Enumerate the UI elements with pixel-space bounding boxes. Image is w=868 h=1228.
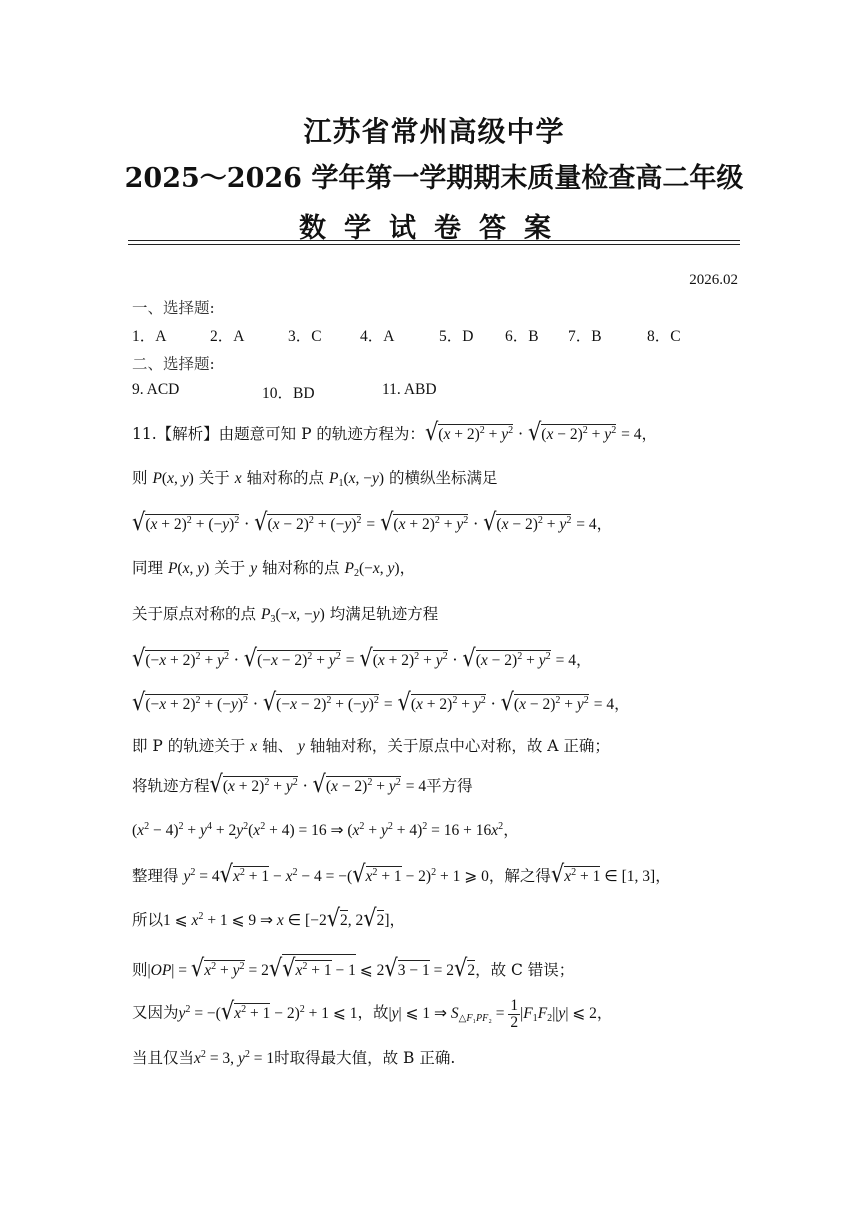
document-date: 2026.02 bbox=[689, 272, 738, 288]
section1-heading: 一、选择题: bbox=[132, 299, 215, 317]
solution-line-10: $(x^2 - 4)^2 + y^4 + 2y^2(x^2 + 4) = 16$ ⇒ $(x^2 + y^2 + 4)^2 = 16 + 16x^2$， bbox=[132, 820, 519, 839]
solution-line-6: $√(-x + 2)^2 + y^2 \cdot √(-x - 2)^2 + y^2 = √(x + 2)^2 + y^2 \cdot √(x - 2)^2 + y^2 = 4$， bbox=[132, 644, 592, 672]
solution-line-13: 则$|OP| = √x^2 + y^2 = 2√√x^2 + 1 - 1$ ⩽ 2√3 − 1 = 2√2，故 C 错误； bbox=[132, 954, 575, 982]
solution-line-7: $√(-x + 2)^2 + (-y)^2 \cdot √(-x - 2)^2 + (-y)^2 = √(x + 2)^2 + y^2 \cdot √(x - 2)^2 + y^2 = 4$， bbox=[132, 688, 630, 716]
solution-line-4: 同理 P(x, y) 关于 y 轴对称的点 $P_2(-x$, y)， bbox=[132, 559, 416, 580]
solution-line-9: 将轨迹方程$√(x + 2)^2 + y^2 \cdot √(x - 2)^2 + y^2 = 4$平方得 bbox=[132, 770, 473, 798]
answer-item: 1．A bbox=[132, 328, 167, 345]
answer-item: 7．B bbox=[568, 328, 602, 345]
solution-line-15: 当且仅当$x^2 = 3$, $y^2 = 1$时取得最大值，故 B 正确. bbox=[132, 1048, 456, 1067]
answer-item: 4．A bbox=[360, 328, 395, 345]
solution-line-8: 即 P 的轨迹关于 x 轴、 y 轴轴对称，关于原点中心对称，故 A 正确； bbox=[132, 737, 610, 755]
answer-item: 5．D bbox=[439, 328, 474, 345]
school-title: 江苏省常州高级中学 bbox=[303, 115, 565, 148]
solution-line-2: 则 P(x, y) 关于 x 轴对称的点 $P_1(x$, −y) 的横纵坐标满足 bbox=[132, 469, 498, 490]
solution-line-1: 11.【解析】由题意可知 P 的轨迹方程为：$√(x + 2)^2 + y^2 \cdot √(x - 2)^2 + y^2 = 4$， bbox=[132, 418, 658, 446]
solution-line-12: 所以1 ⩽ $x^2 + 1$ ⩽ 9 ⇒ x ∈ [−2√2, 2√2]， bbox=[132, 904, 406, 932]
section2-answers bbox=[132, 381, 732, 401]
header-divider-bottom bbox=[128, 244, 740, 245]
solution-line-5: 关于原点对称的点 $P_3(-x$, −y) 均满足轨迹方程 bbox=[132, 605, 439, 626]
answer-item: 8．C bbox=[647, 328, 681, 345]
section1-answers bbox=[132, 324, 732, 344]
section2-heading: 二、选择题: bbox=[132, 355, 215, 373]
answer-item: 2．A bbox=[210, 328, 245, 345]
answer-item: 3．C bbox=[288, 328, 322, 345]
document-subtitle: 数学试卷答案 bbox=[299, 213, 569, 244]
solution-line-14: 又因为$y^2 = -(√x^2 + 1 - 2)^2 + 1$ ⩽ 1，故|y| ⩽ 1 ⇒ $S_{\triangle F_1PF_2}$ = $\frac{1}{2}$ $|F_1F_2||y|$ ⩽ 2， bbox=[132, 996, 613, 1031]
solution-line-3: $√(x + 2)^2 + (-y)^2 \cdot √(x - 2)^2 + (-y)^2 = √(x + 2)^2 + y^2 \cdot √(x - 2)^2 + y^2 = 4$， bbox=[132, 508, 613, 536]
solution-line-11: 整理得 $y^2 = 4√x^2 + 1 - x^2 - 4 = -(√x^2 + 1 - 2)^2 + 1$ ⩾ 0，解之得$√x^2 + 1$ ∈ [1, 3]， bbox=[132, 860, 671, 888]
answer-item: 9. ACD bbox=[132, 381, 180, 398]
answer-item: 11. ABD bbox=[382, 381, 437, 398]
answer-item: 6．B bbox=[505, 328, 539, 345]
answer-item: 10．BD bbox=[262, 385, 315, 402]
header-divider-top bbox=[128, 240, 740, 241]
exam-title: 2025～2026 学年第一学期期末质量检查高二年级 bbox=[124, 163, 744, 194]
